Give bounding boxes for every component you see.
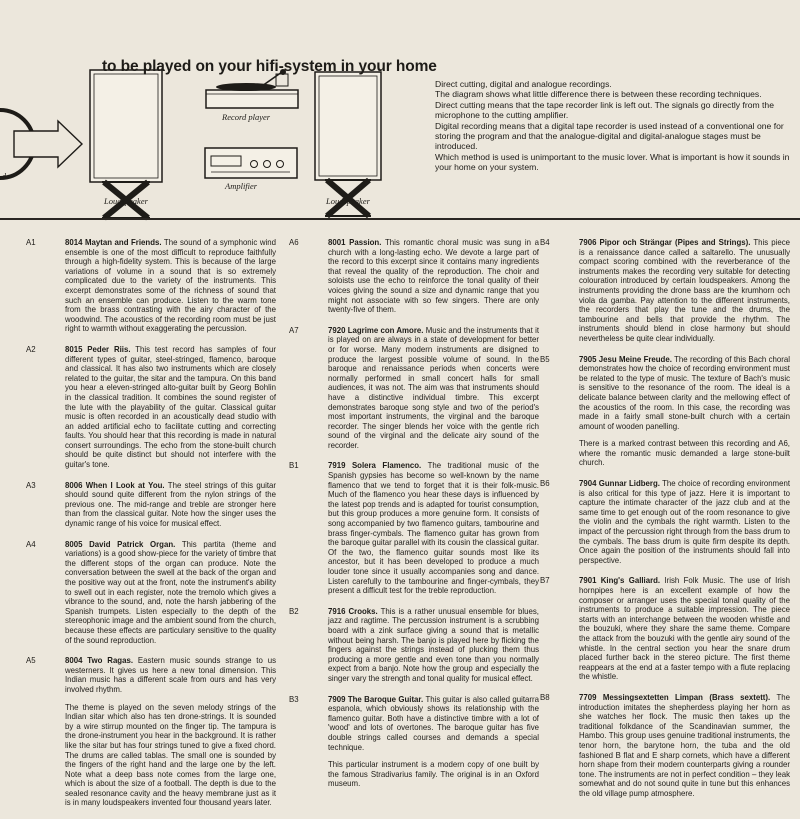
track-text: This guitar is also called guitarra espanola, which obviously shows its relationship with the flamenco guitar. Both have a distinctive timbre with a lot of 'wood' and lots of overtones. The baroque guitar has five double strings called courses and demands a special technique.	[328, 694, 539, 752]
track-description	[579, 355, 790, 432]
track-description	[65, 703, 276, 809]
track-code: A3	[26, 480, 36, 490]
track-title: 8001 Passion.	[328, 238, 382, 247]
track-text: There is a marked contrast between this recording and A6, where the romantic music demanded a large stone-built church.	[579, 439, 790, 468]
track-text: This test record has samples of four different types of guitar, steel-stringed, flamenco, baroque and classical. It has also two instruments which are closely related to the guitar, the sitar and the tampura. On this band you hear a eleven-stringed alto-guitar built by Georg Bohlin in the classical tradition. It combines the sound register of the lute with the playability of the guitar. Classical guitar music is often recorded in an acoustically dead studio with an added artificial echo to facilitate cutting and correcting faults. You should hear that this recording is made in natural consert surroundings. The echo from the stone-built church should be quite distinct but should not interfere with the guitar's tone.	[65, 344, 276, 470]
track-code: A6	[289, 238, 299, 247]
track-entry	[540, 238, 790, 344]
track-entry	[540, 576, 790, 682]
track-title: 7904 Gunnar Lidberg.	[579, 479, 660, 489]
track-title: 8004 Two Ragas.	[65, 656, 133, 666]
track-description	[328, 326, 539, 451]
intro-paragraph: Which method is used is unimportant to the music lover. What is important is how it sounds in your home on your system.	[435, 151, 790, 173]
track-text: The recording of this Bach choral demonstrates how the choice of recording environment must be related to the type of music. The texture of Bach's music is sensitive to the resonance of the room. The ideal is a delicate balance between clarity and the mellowing effect of the acoustics of the room. In this case, the recording was made in a fairly small stone-built church with a certain amount of wooden panelling.	[579, 354, 790, 431]
track-entry	[540, 354, 790, 469]
track-text: Irish Folk Music. The use of Irish hornpipes here is an excellent example of how the composer or arranger uses the special tonal quality of the instruments to produce a suitable impression. The piece starts with an interchange between the wooden whistle and the bouzuki, where they share the same theme. Compare the attack from the bouzuki with the gentle airy sound of the whistle. In the central section you hear the snare drum placed further back in the stereo picture. The first theme reappears at the end at a faster tempo with a flute replacing the whistle.	[579, 576, 790, 682]
track-title: 8015 Peder Riis.	[65, 344, 131, 354]
track-description	[65, 540, 276, 646]
track-code: B7	[540, 576, 550, 586]
track-column-1	[26, 238, 276, 819]
track-entry	[26, 480, 276, 529]
track-description	[579, 238, 790, 344]
track-text: This particular instrument is a modern copy of one built by the famous Stradivarius family. The original is in an Oxford museum.	[328, 760, 539, 789]
track-entry	[540, 692, 790, 799]
track-description	[328, 607, 539, 684]
track-code: B1	[289, 461, 299, 471]
record-player-caption: Record player	[222, 112, 271, 122]
track-entry	[540, 479, 790, 565]
track-title: 7709 Messingsextetten Limpan (Brass sextett).	[579, 692, 771, 702]
track-entry	[289, 461, 539, 596]
track-column-2	[289, 238, 539, 800]
intro-paragraph: Digital recording means that a digital tape recorder is used instead of a conventional one for storing the program and that the analogue-digital and digital-analogue stages must be introduced.	[435, 120, 784, 152]
margin-letter: d	[2, 172, 6, 181]
track-title: 7905 Jesu Meine Freude.	[579, 354, 672, 364]
track-code: B3	[289, 694, 299, 704]
track-title: 7906 Pipor och Strängar (Pipes and Strings).	[579, 238, 751, 247]
track-text: The theme is played on the seven melody strings of the Indian sitar which also has ten drone-strings. It is sounded by a wire stirrup mounted on the finger tip. The tampura is the drone-instrument you hear in the background. It is rather like the sitar but has four strings tuned to give a fixed chord. The drums are called tablas. The small one is sounded by the fingers of the right hand and the large one by the left. Note what a deep bass note comes from the large one, which is about the size of a football. The depth is due to the sealed resonance cavity and the heavy membrane just as it is in many loudspeakers invented four thousand years later.	[65, 702, 276, 808]
amplifier-caption: Amplifier	[225, 181, 258, 191]
track-title: 8014 Maytan and Friends.	[65, 238, 162, 247]
track-title: 7916 Crooks.	[328, 606, 378, 616]
track-entry	[26, 539, 276, 646]
track-text: The choice of recording environment is also critical for this type of jazz. Here it is important to capture the intimate character of the jazz club and at the same time to get enough out of the room resonance to give the violin and the cymbals the right warmth. Listen to the impact of the percussion right through from the bass drum to the cymbals. The bass drum is quite firm despite its depth. Once again the position of the instruments should fall into perspective.	[579, 479, 790, 565]
track-title: 8005 David Patrick Organ.	[65, 539, 176, 549]
track-entry	[26, 656, 276, 808]
track-text: This romantic choral music was sung in a church with a long-lasting echo. We devote a large part of the record to this excerpt since it contains many ingredients that reveal the quality of the reproduction. The choir and soloists use the echo to reinforce the tonal quality of their voices giving the sound a size and dynamic range that you might not associate with so few singers. There are only twenty-five of them.	[328, 238, 539, 315]
track-title: 7919 Solera Flamenco.	[328, 461, 422, 471]
intro-paragraph: The diagram shows what little difference there is between these recording techniques.	[435, 89, 762, 100]
track-description	[328, 695, 539, 753]
track-title: 7909 The Baroque Guitar.	[328, 694, 424, 704]
track-description	[65, 238, 276, 334]
track-entry	[289, 606, 539, 684]
track-entry	[26, 238, 276, 334]
track-code: B2	[289, 606, 299, 616]
track-code: A5	[26, 656, 36, 666]
track-text: This is a rather unusual ensemble for blues, jazz and ragtime. The percussion instrument is a scrubbing board with a zink surface giving a sound that is metallic without being harsh. The banjo is played here by flicking the fingers against the strings instead of plucking them thus producing a more gentle and even tone than you normally expect from a banjo. Note how the group and especially the singer vary the strength and tonal quality for musical effect.	[328, 606, 539, 683]
track-text: This piece is a renaissance dance called a saltarello. The unusually compact scoring combined with the reverberance of the instruments makes the recording very suitable for detecting colouration introduced by certain loudspeakers. Among the instruments providing the drone bass are the krumhorn och viola da gamba. Pay attention to the different instruments, the recorders that play the tune and the drums, the tambourine and bells that provide the rhythm. The instruments should blend in close harmony but should nevertheless be quite clear individually.	[579, 238, 790, 343]
track-description	[65, 481, 276, 529]
track-description	[65, 656, 276, 694]
track-description	[579, 576, 790, 682]
diagram-heading: to be played on your hifi-system in your home	[102, 58, 437, 75]
track-column-3	[540, 238, 790, 809]
amplifier-icon	[205, 148, 297, 178]
signal-arrow-icon	[14, 121, 82, 167]
track-entry	[289, 238, 539, 315]
track-code: A1	[26, 238, 36, 247]
intro-paragraph: Direct cutting, digital and analogue recordings.	[435, 79, 612, 89]
track-code: B6	[540, 479, 550, 489]
track-description	[328, 238, 539, 315]
track-description	[65, 345, 276, 470]
track-entry	[289, 694, 539, 789]
track-description	[579, 439, 790, 468]
track-text: Music and the instruments that it is played on are always in a state of development for better or for worse. Many modern instruments are disigned to produce the largest possible volume of sound. In the baroque and renaissance periods when concerts were normally performed in small concert halls for small audiences, it was not. The aim was that instruments should have a distinctive individual timbre. This excerpt demonstrates baroque song style and two of the period's most important instruments, the virginal and the baroque recorder. The singer blends her voice with the gentle rich sound of the virginal and the delicate airy sound of the recorder.	[328, 325, 539, 450]
track-code: A2	[26, 344, 36, 354]
track-text: The traditional music of the Spanish gypsies has become so well-known by the name flamenco that we tend to forget that it is their folk-music. Much of the flamenco you hear these days is influenced by the latest pop trends and is adapted for tourist consumption, but this group produces a more genuine form. It consists of song accompanied by two flamenco guitars, tambourine and brass finger-cymbals. The flamenco guitar has grown from the baroque guitar parallel with its cousin the classical guitar. Of the two, the flamenco guitar sounds most like its ancestor, but it has been developed to produce a much louder tone since it usually accompanies song and dance. Listen carefully to the tambourine and finger-cymbals, they present a difficult test for the treble reproduction.	[328, 461, 539, 596]
loudspeaker-right-caption: Loudspeaker	[326, 196, 370, 206]
loudspeaker-left-caption: Loudspeaker	[104, 196, 148, 206]
track-code: A7	[289, 325, 299, 335]
track-code: A4	[26, 539, 36, 549]
track-code: B8	[540, 692, 550, 702]
track-text: The steel strings of this guitar should sound quite different from the nylon strings of the previous one. The mid-range and treble are stronger here than from the classical guitar. Note how the singer uses the dynamic range of his voice for musical effect.	[65, 480, 276, 529]
track-description	[579, 693, 790, 799]
track-text: Eastern music sounds strange to us westerners. It gives us here a new tonal dimension. This Indian music has a different scale from ours and has very involved rhythm.	[65, 656, 276, 694]
track-description	[328, 461, 539, 595]
track-entry	[289, 325, 539, 451]
track-code: B4	[540, 238, 550, 247]
track-entry	[26, 344, 276, 470]
track-text: This partita (theme and variations) is a good show-piece for the variety of timbre that the different stops of the organ can produce. Note the conversation between the swell at the back of the organ and the positive way out at the front, note the instrument's ability to swell out in each register, note the tremolo which gives a vibrance to the sound, and, note the harsh jabbering of the Spanish trumpets. Listen especially to the depth of the stereophonic image and the ambient sound from the church, because these effects are particulary sensitive to the quality of the sound reproduction.	[65, 539, 276, 645]
track-code: B5	[540, 354, 550, 364]
track-text: The sound of a symphonic wind ensemble is one of the most difficult to reproduce faithfully through a high-fidelity system. This is because of the large variations of volume in a sound that is so extremely complicated due to the variety of the instruments. This excerpt demonstrates some of the richness of sound that such an ensemble can produce. Listen to the warm tone from the brass contrasting with the airy character of the woodwind. The acoustics of the recording room must be just right to warmth without exaggerating the percussion.	[65, 238, 276, 334]
track-text: The introduction imitates the shepherdess playing her horn as she watches her flock. The music then takes up the traditional folkdance of the Scandinavian summer, the Hambo. This group uses genuine traditional instruments, the tenor horn, the barytone horn, the tuba and the old fashioned B flat and E sharp cornets, which have a different horn shape from their modern counterparts giving a rounder tone. The instruments are not in perfect condition – they leak somewhat and do not sound quite in tune but this enhances the old village pump atmosphere.	[579, 692, 790, 798]
track-description	[579, 479, 790, 565]
track-title: 8006 When I Look at You.	[65, 480, 165, 490]
track-description	[328, 760, 539, 789]
track-title: 7901 King's Galliard.	[579, 576, 661, 586]
track-title: 7920 Lagrime con Amore.	[328, 325, 424, 335]
section-divider	[0, 218, 800, 220]
recording-techniques-intro	[435, 79, 790, 173]
intro-paragraph: Direct cutting means that the tape recorder link is left out. The signals go directly from the microphone to the cutting amplifier.	[435, 99, 774, 121]
loudspeaker-right-icon	[315, 72, 381, 216]
